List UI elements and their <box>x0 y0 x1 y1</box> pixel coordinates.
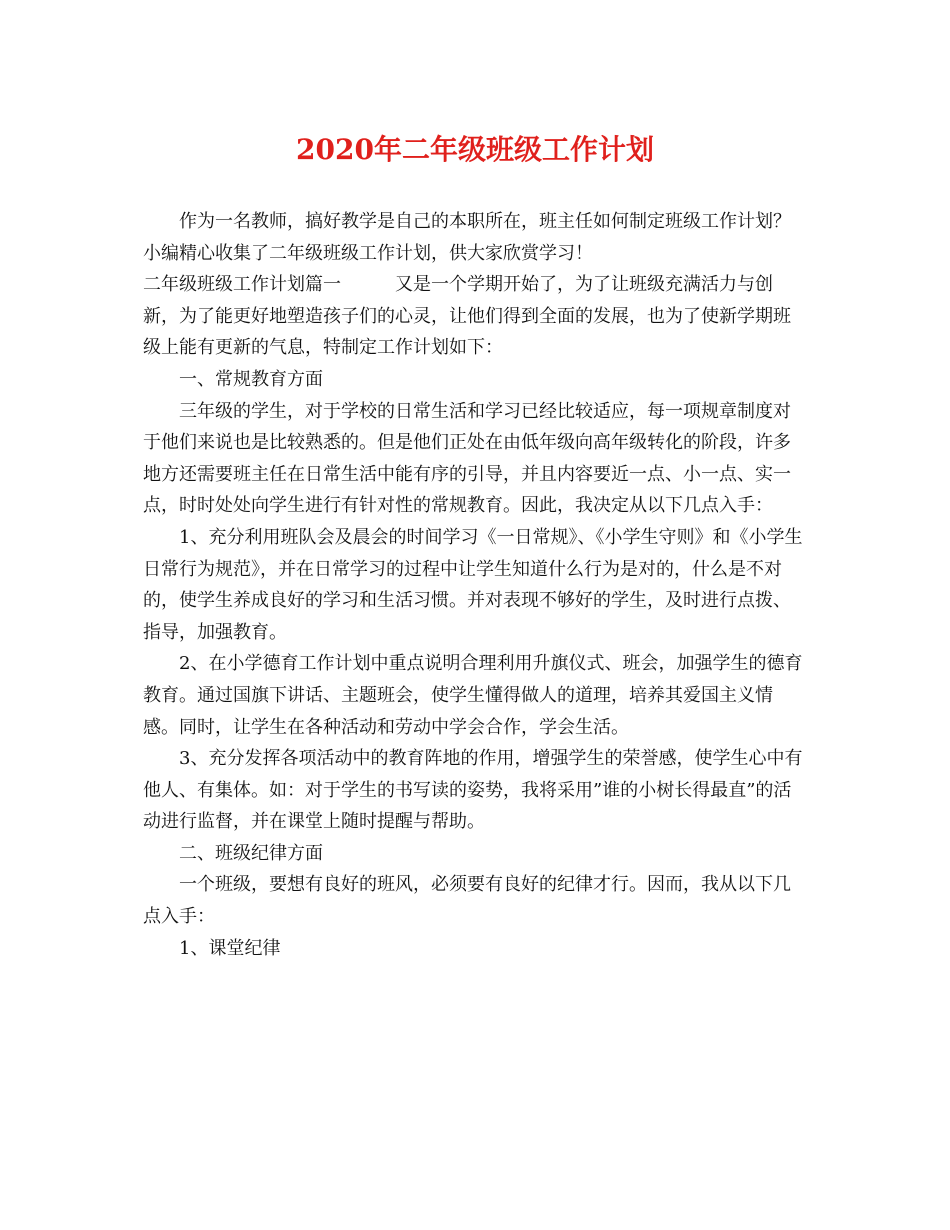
chapter-label: 二年级班级工作计划篇一 <box>143 274 341 296</box>
section1-item-1: 1、充分利用班队会及晨会的时间学习《一日常规》、《小学生守则》和《小学生日常行为规范》，并在日常学习的过程中让学生知道什么行为是对的，什么是不对的，使学生养成良好的学习和生活习惯。并对表现不够好的学生，及时进行点拨、指导，加强教育。 <box>143 526 803 643</box>
section1-intro: 三年级的学生，对于学校的日常生活和学习已经比较适应，每一项规章制度对于他们来说也是比较熟悉的。但是他们正处在由低年级向高年级转化的阶段，许多地方还需要班主任在日常生活中能有序的引导，并且内容要近一点、小一点、实一点，时时处处向学生进行有针对性的常规教育。因此，我决定从以下几点入手： <box>143 400 791 517</box>
document-body <box>143 206 805 964</box>
section2-heading: 二、班级纪律方面 <box>179 842 323 864</box>
section1-heading: 一、常规教育方面 <box>179 368 323 390</box>
chapter-text: 又是一个学期开始了，为了让班级充满活力与创新，为了能更好地塑造孩子们的心灵，让他们得到全面的发展，也为了使新学期班级上能有更新的气息，特制定工作计划如下： <box>143 274 791 359</box>
section1-item-3: 3、充分发挥各项活动中的教育阵地的作用，增强学生的荣誉感，使学生心中有他人、有集体。如：对于学生的书写读的姿势，我将采用”谁的小树长得最直”的活动进行监督，并在课堂上随时提醒与帮助。 <box>143 748 803 833</box>
document-title: 2020年二年级班级工作计划 <box>296 133 654 166</box>
intro-paragraph: 作为一名教师，搞好教学是自己的本职所在，班主任如何制定班级工作计划？小编精心收集了二年级班级工作计划，供大家欣赏学习！ <box>143 211 791 264</box>
section2-item-1: 1、课堂纪律 <box>179 937 281 959</box>
chapter-paragraph <box>143 269 805 364</box>
section1-item-2: 2、在小学德育工作计划中重点说明合理利用升旗仪式、班会，加强学生的德育教育。通过国旗下讲话、主题班会，使学生懂得做人的道理，培养其爱国主义情感。同时，让学生在各种活动和劳动中学会合作，学会生活。 <box>143 653 803 738</box>
section2-intro: 一个班级，要想有良好的班风，必须要有良好的纪律才行。因而，我从以下几点入手： <box>143 874 791 928</box>
